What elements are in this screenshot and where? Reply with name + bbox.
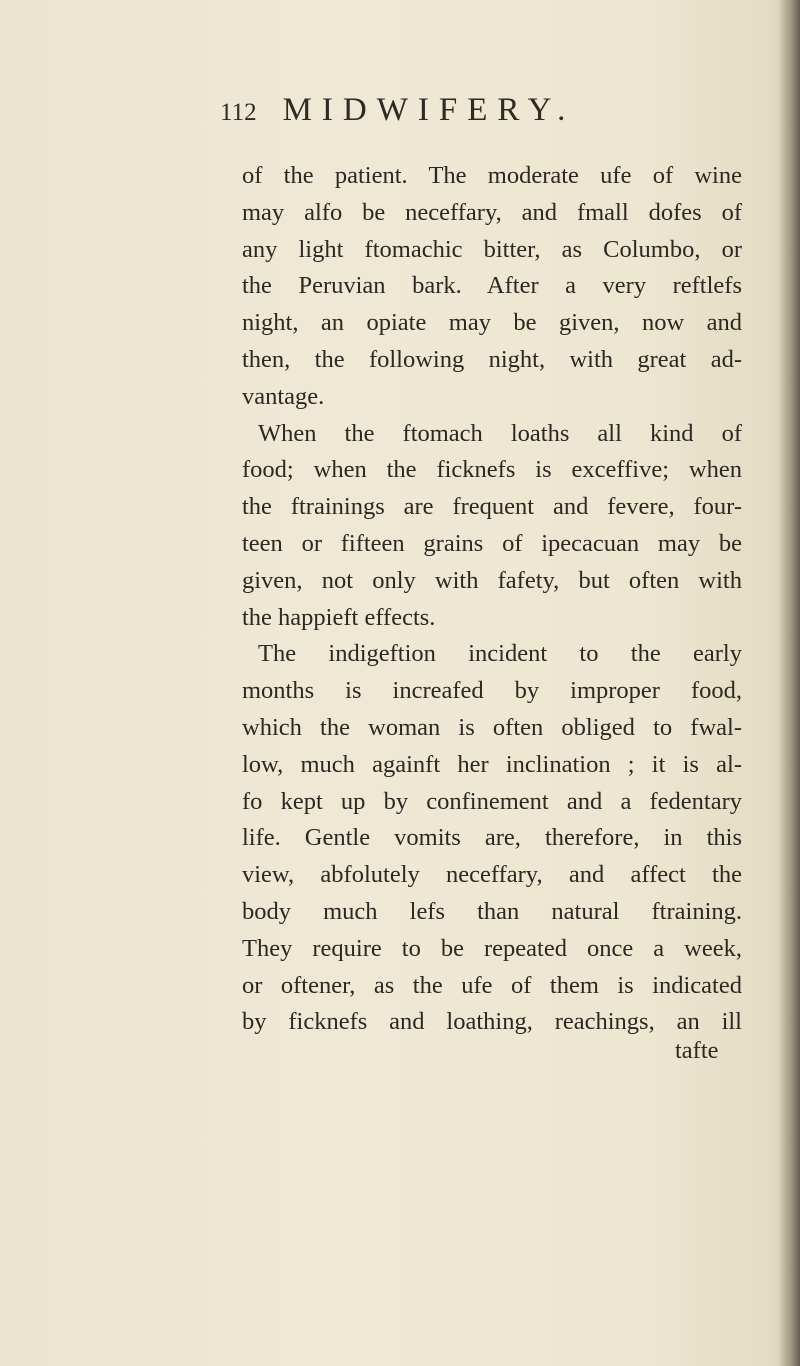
text-line: night, an opiate may be given, now and	[242, 309, 742, 337]
text-line: low, much againft her inclination ; it is al-	[242, 750, 742, 778]
text-line: the happieft effects.	[242, 603, 436, 631]
text-line: given, not only with fafety, but often with	[242, 566, 742, 594]
text-line: which the woman is often obliged to fwal-	[242, 713, 742, 741]
text-line: life. Gentle vomits are, therefore, in this	[242, 824, 742, 852]
text-line: fo kept up by confinement and a fedentary	[242, 787, 742, 815]
page-number: 112	[220, 99, 257, 126]
text-line: months is increafed by improper food,	[242, 677, 742, 705]
text-line: The indigeftion incident to the early	[258, 640, 742, 668]
text-line: view, abfolutely neceffary, and affect the	[242, 861, 742, 889]
text-line: body much lefs than natural ftraining.	[242, 897, 742, 925]
text-line: food; when the ficknefs is exceffive; when	[242, 456, 742, 484]
running-title: MIDWIFERY.	[282, 92, 576, 128]
text-line: When the ftomach loaths all kind of	[258, 419, 742, 447]
catchword: tafte	[675, 1037, 719, 1064]
text-line: may alfo be neceffary, and fmall dofes of	[242, 198, 742, 226]
page-edge-shadow	[778, 0, 800, 1366]
body-text	[242, 158, 742, 1041]
text-line: the ftrainings are frequent and fevere, four-	[242, 493, 742, 521]
running-head	[220, 92, 575, 132]
text-line: They require to be repeated once a week,	[242, 934, 742, 962]
text-line: teen or fifteen grains of ipecacuan may be	[242, 529, 742, 557]
text-line: then, the following night, with great ad-	[242, 345, 742, 373]
text-line: by ficknefs and loathing, reachings, an ill	[242, 1008, 742, 1036]
text-line: vantage.	[242, 382, 325, 410]
text-line: the Peruvian bark. After a very reftlefs	[242, 272, 742, 300]
text-line: any light ftomachic bitter, as Columbo, or	[242, 235, 742, 263]
text-line: of the patient. The moderate ufe of wine	[242, 162, 742, 189]
text-line: or oftener, as the ufe of them is indicated	[242, 971, 742, 999]
